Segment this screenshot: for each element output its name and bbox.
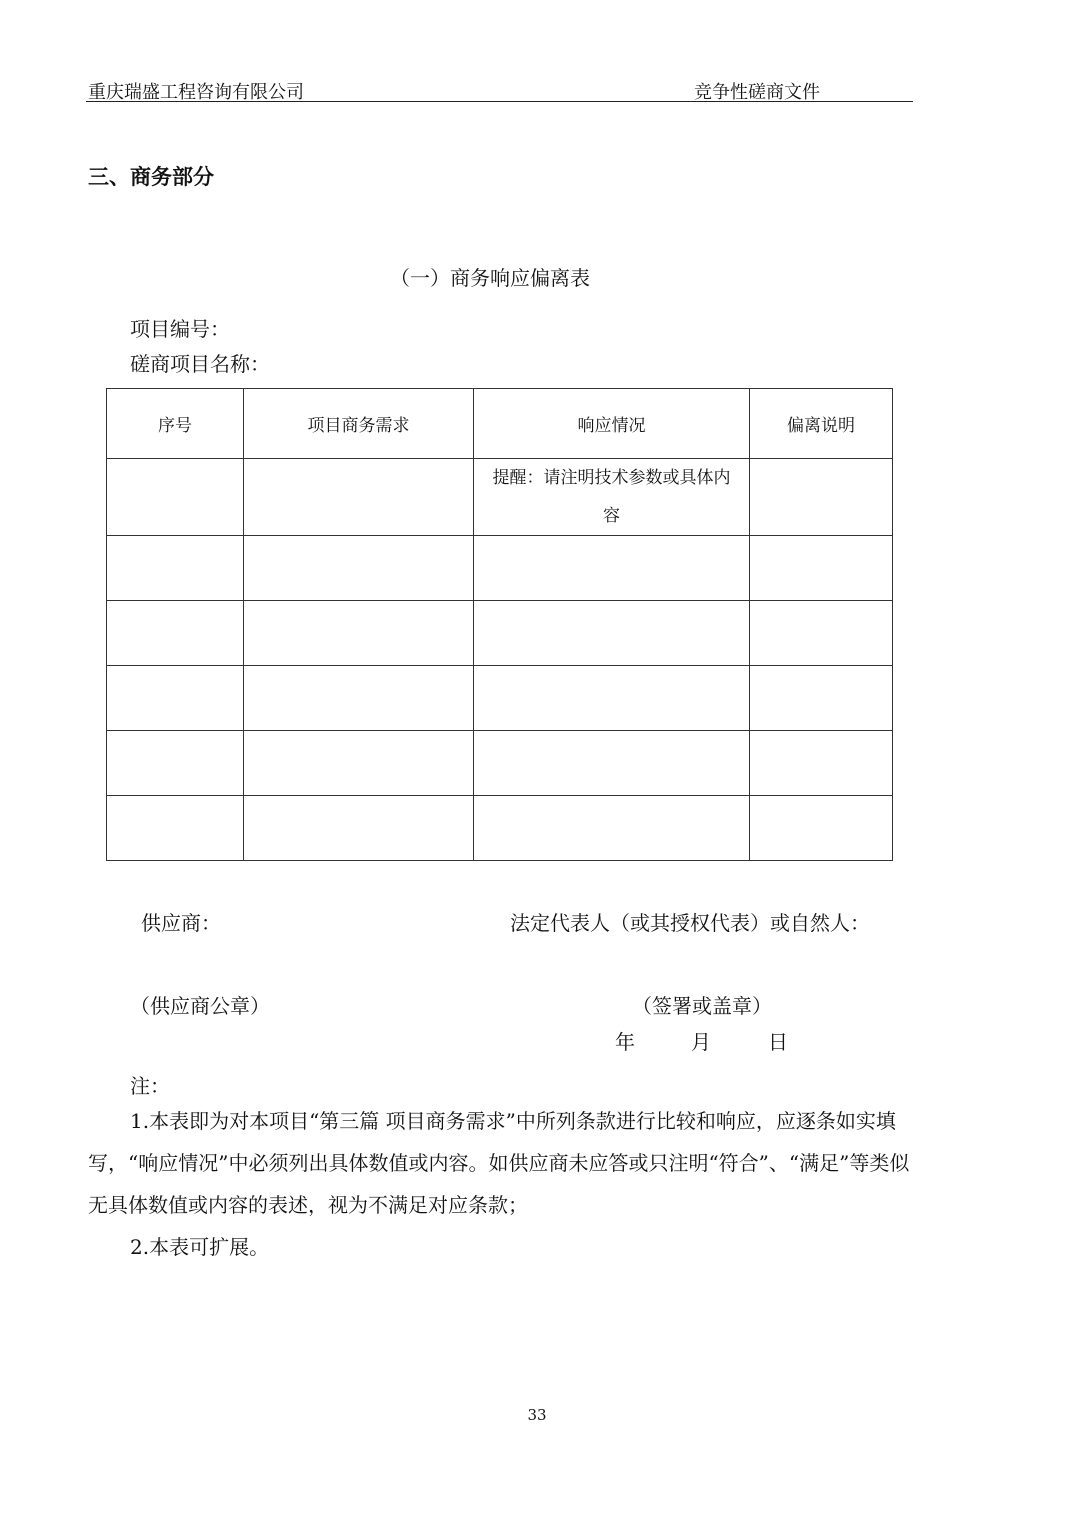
date-day: 日 bbox=[768, 1030, 788, 1054]
header-serial: 序号 bbox=[107, 389, 244, 459]
table-cell[interactable] bbox=[107, 731, 244, 796]
table-cell[interactable] bbox=[750, 536, 893, 601]
table-row bbox=[107, 459, 893, 536]
table-cell[interactable] bbox=[474, 601, 750, 666]
project-name-label: 磋商项目名称： bbox=[130, 352, 270, 376]
supplier-seal-label: （供应商公章） bbox=[130, 994, 270, 1018]
table-cell[interactable] bbox=[474, 796, 750, 861]
table-cell[interactable] bbox=[107, 796, 244, 861]
table-cell[interactable] bbox=[750, 601, 893, 666]
response-hint-cell[interactable] bbox=[474, 459, 750, 536]
note-item-1: 1.本表即为对本项目“第三篇 项目商务需求”中所列条款进行比较和响应，应逐条如实填写，“响应情况”中必须列出具体数值或内容。如供应商未应答或只注明“符合”、“满足”等类似无具体数值或内容的表述，视为不满足对应条款； bbox=[88, 1109, 910, 1217]
table-cell[interactable] bbox=[474, 666, 750, 731]
table-row bbox=[107, 796, 893, 861]
table-cell[interactable] bbox=[244, 459, 474, 536]
table-cell[interactable] bbox=[107, 666, 244, 731]
table-title: （一）商务响应偏离表 bbox=[390, 266, 590, 290]
sign-or-seal-label: （签署或盖章） bbox=[632, 994, 772, 1018]
header-response: 响应情况 bbox=[474, 389, 750, 459]
date-year: 年 bbox=[615, 1030, 635, 1054]
table-cell[interactable] bbox=[750, 666, 893, 731]
table-row bbox=[107, 536, 893, 601]
table-row bbox=[107, 666, 893, 731]
table-cell[interactable] bbox=[244, 731, 474, 796]
supplier-label: 供应商： bbox=[141, 911, 221, 935]
table-cell[interactable] bbox=[107, 601, 244, 666]
header-requirement: 项目商务需求 bbox=[244, 389, 474, 459]
notes-label: 注： bbox=[130, 1074, 170, 1098]
deviation-table bbox=[106, 388, 893, 861]
page-number: 33 bbox=[527, 1406, 547, 1424]
project-number-label: 项目编号： bbox=[130, 317, 230, 341]
table-cell[interactable] bbox=[107, 459, 244, 536]
table-cell[interactable] bbox=[244, 666, 474, 731]
header-deviation: 偏离说明 bbox=[750, 389, 893, 459]
table-cell[interactable] bbox=[474, 731, 750, 796]
table-cell[interactable] bbox=[244, 536, 474, 601]
table-cell[interactable] bbox=[107, 536, 244, 601]
table-cell[interactable] bbox=[750, 459, 893, 536]
table-row bbox=[107, 731, 893, 796]
table-header-row bbox=[107, 389, 893, 459]
legal-representative-label: 法定代表人（或其授权代表）或自然人： bbox=[510, 911, 870, 935]
note-item-2: 2.本表可扩展。 bbox=[130, 1235, 270, 1259]
response-hint-line2: 容 bbox=[603, 506, 620, 526]
table-cell[interactable] bbox=[750, 796, 893, 861]
response-hint-line1: 提醒：请注明技术参数或具体内 bbox=[492, 468, 731, 488]
header-rule bbox=[86, 101, 913, 102]
date-month: 月 bbox=[691, 1030, 711, 1054]
header-company: 重庆瑞盛工程咨询有限公司 bbox=[88, 82, 304, 103]
table-cell[interactable] bbox=[244, 601, 474, 666]
header-doc-type: 竞争性磋商文件 bbox=[694, 82, 820, 103]
table-row bbox=[107, 601, 893, 666]
table-cell[interactable] bbox=[474, 536, 750, 601]
table-cell[interactable] bbox=[750, 731, 893, 796]
section-title: 三、商务部分 bbox=[88, 164, 214, 189]
table-cell[interactable] bbox=[244, 796, 474, 861]
